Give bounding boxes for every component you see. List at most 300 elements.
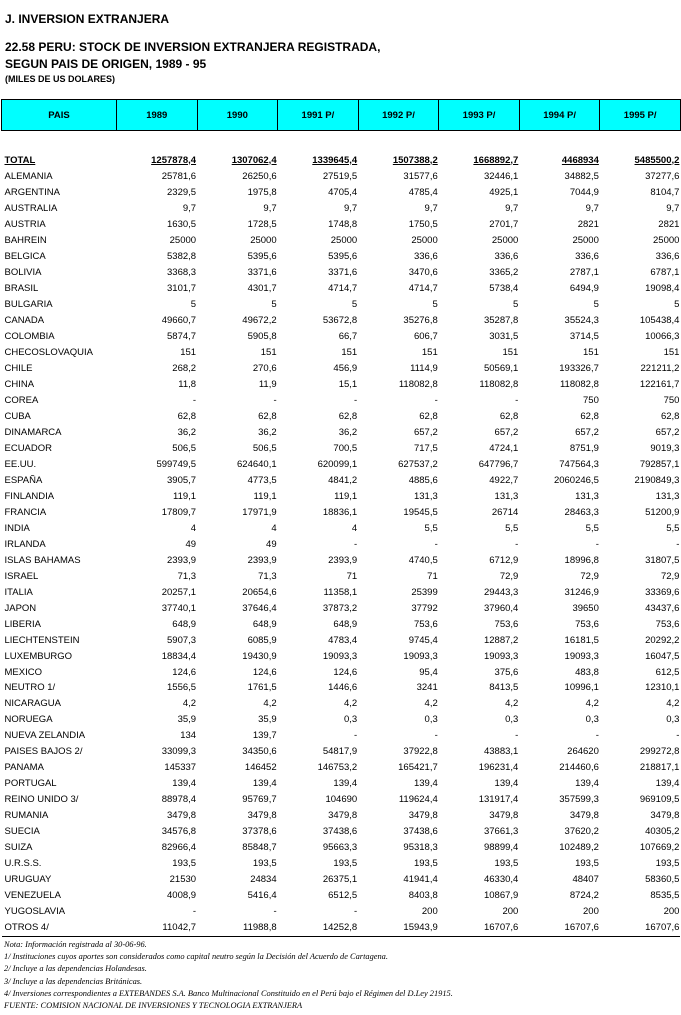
table-row — [2, 169, 681, 185]
value-cell: 9,7 — [343, 203, 358, 215]
value-cell: - — [434, 730, 438, 742]
value-cell: 26714 — [491, 506, 519, 518]
table-header-row — [2, 100, 681, 131]
value-cell: 35276,8 — [403, 315, 438, 327]
value-cell: 19430,9 — [242, 650, 277, 662]
table-row — [2, 840, 681, 856]
country-cell: EE.UU. — [4, 458, 37, 470]
spacer-cell — [439, 131, 520, 152]
value-cell: 193,5 — [333, 858, 358, 870]
value-cell: 4841,2 — [328, 474, 358, 486]
value-cell: - — [192, 906, 197, 918]
value-cell: 95663,3 — [322, 842, 358, 854]
table-row — [2, 440, 681, 456]
value-cell: 4008,9 — [167, 890, 197, 902]
value-cell: 0,3 — [585, 714, 599, 726]
value-cell: 4783,4 — [328, 634, 358, 646]
value-cell: 62,8 — [338, 411, 358, 423]
value-cell: 11988,8 — [197, 920, 278, 936]
table-row — [2, 409, 681, 425]
value-cell: 31246,9 — [564, 586, 599, 598]
value-cell: 19098,4 — [645, 283, 680, 295]
table-row — [2, 760, 681, 776]
value-cell: 9,7 — [424, 203, 438, 215]
country-cell: SUIZA — [4, 842, 33, 854]
value-cell: 2393,9 — [247, 554, 277, 566]
value-cell: 124,6 — [252, 666, 277, 678]
table-row — [2, 776, 681, 792]
country-cell: OTROS 4/ — [2, 920, 117, 936]
value-cell: 624640,1 — [237, 458, 277, 470]
spacer-cell — [117, 131, 198, 152]
value-cell: 151 — [180, 347, 197, 359]
value-cell: 4705,4 — [328, 187, 358, 199]
table-row — [2, 728, 681, 744]
value-cell: 50569,1 — [483, 363, 519, 375]
units-label: (MILES DE US DOLARES) — [5, 74, 116, 84]
value-cell: 1507388,2 — [392, 154, 438, 166]
country-cell: DINAMARCA — [4, 426, 62, 438]
value-cell: 6712,9 — [489, 554, 519, 566]
value-cell: 700,5 — [333, 442, 358, 454]
value-cell: 124,6 — [333, 666, 358, 678]
value-cell: 5905,8 — [247, 331, 277, 343]
value-cell: 5,5 — [505, 522, 519, 534]
value-cell: 124,6 — [172, 666, 197, 678]
value-cell: 2060246,5 — [553, 474, 599, 486]
value-cell: - — [273, 906, 277, 918]
value-cell: 969109,5 — [639, 794, 680, 806]
value-cell: 1668892,7 — [473, 154, 519, 166]
value-cell: 119,1 — [172, 490, 197, 502]
value-cell: 37740,1 — [161, 602, 197, 614]
country-cell: LIECHTENSTEIN — [4, 634, 80, 646]
value-cell: 5 — [432, 299, 438, 311]
value-cell: 62,8 — [258, 411, 277, 423]
value-cell: 8413,5 — [489, 682, 519, 694]
value-cell: 4922,7 — [489, 474, 519, 486]
value-cell: 37922,8 — [403, 746, 438, 758]
value-cell: 4,2 — [585, 698, 599, 710]
value-cell: 9,7 — [505, 203, 519, 215]
value-cell: 1748,8 — [328, 219, 358, 231]
value-cell: 193,5 — [413, 858, 438, 870]
value-cell: 32446,1 — [483, 171, 519, 183]
value-cell: - — [515, 730, 519, 742]
value-cell: 139,4 — [172, 778, 197, 790]
value-cell: 2821 — [658, 219, 680, 231]
value-cell: 1761,5 — [247, 682, 277, 694]
value-cell: 193,5 — [252, 858, 277, 870]
value-cell: 5,5 — [666, 522, 680, 534]
value-cell: 9,7 — [585, 203, 599, 215]
country-cell: FRANCIA — [4, 506, 47, 518]
value-cell: 29443,3 — [483, 586, 519, 598]
value-cell: 3479,8 — [650, 810, 680, 822]
footnote-line: FUENTE: COMISION NACIONAL DE INVERSIONES Y TECNOLOGIA EXTRANJERA — [4, 1001, 303, 1011]
value-cell: 4,2 — [263, 698, 277, 710]
value-cell: 10867,9 — [483, 890, 519, 902]
table-row — [2, 185, 681, 201]
country-cell: PAISES BAJOS 2/ — [4, 746, 83, 758]
value-cell: 0,3 — [666, 714, 680, 726]
value-cell: 98899,4 — [483, 842, 519, 854]
value-cell: 35,9 — [177, 714, 197, 726]
value-cell: 19545,5 — [403, 506, 438, 518]
country-cell: TOTAL — [4, 154, 36, 166]
value-cell: 4,2 — [505, 698, 519, 710]
value-cell: 5 — [351, 299, 358, 311]
value-cell: 146753,2 — [317, 762, 358, 774]
table-row — [2, 600, 681, 616]
value-cell: 11358,1 — [323, 586, 358, 598]
value-cell: 1750,5 — [408, 219, 438, 231]
value-cell: 62,8 — [660, 411, 680, 423]
country-cell: ALEMANIA — [4, 171, 53, 183]
value-cell: 375,6 — [494, 666, 519, 678]
country-cell: VENEZUELA — [4, 890, 61, 902]
value-cell: 49672,2 — [242, 315, 277, 327]
value-cell: 196231,4 — [478, 762, 519, 774]
value-cell: 51200,9 — [645, 506, 680, 518]
value-cell: 31577,6 — [403, 171, 438, 183]
value-cell: 5,5 — [424, 522, 438, 534]
value-cell: 264620 — [567, 746, 599, 758]
country-cell: JAPON — [4, 602, 37, 614]
table-row — [2, 313, 681, 329]
value-cell: 37277,6 — [645, 171, 680, 183]
value-cell: 119,1 — [334, 490, 358, 502]
value-cell: - — [676, 730, 680, 742]
value-cell: 8104,7 — [650, 187, 680, 199]
value-cell: 753,6 — [655, 618, 680, 630]
value-cell: 7044,9 — [569, 187, 599, 199]
value-cell: 5416,4 — [247, 890, 277, 902]
country-cell: CUBA — [4, 411, 31, 423]
value-cell: 2701,7 — [489, 219, 519, 231]
value-cell: 139,4 — [333, 778, 358, 790]
country-cell: BRASIL — [4, 283, 39, 295]
country-cell: BAHREIN — [4, 235, 47, 247]
footnote-line: Nota: Información registrada al 30-06-96. — [4, 940, 147, 949]
country-cell: ISLAS BAHAMAS — [4, 554, 81, 566]
country-cell: COREA — [4, 395, 39, 407]
spacer-cell — [2, 131, 117, 152]
value-cell: 122161,7 — [639, 379, 680, 391]
value-cell: 9745,4 — [408, 634, 438, 646]
table-row — [2, 377, 681, 393]
value-cell: 4,2 — [424, 698, 438, 710]
table-row — [2, 201, 681, 217]
value-cell: 648,9 — [172, 618, 197, 630]
value-cell: 599749,5 — [156, 458, 197, 470]
value-cell: 8403,8 — [408, 890, 438, 902]
value-cell: 200 — [421, 906, 438, 918]
value-cell: - — [595, 538, 599, 550]
value-cell: 3031,5 — [489, 331, 519, 343]
value-cell: 25000 — [250, 235, 277, 247]
value-cell: 18836,1 — [322, 506, 358, 518]
value-cell: 3479,8 — [489, 810, 519, 822]
value-cell: 37438,6 — [403, 826, 438, 838]
value-cell: 3371,6 — [247, 267, 277, 279]
value-cell: - — [354, 395, 358, 407]
value-cell: 2393,9 — [167, 554, 197, 566]
value-cell: 357599,3 — [559, 794, 599, 806]
country-cell: COLOMBIA — [4, 331, 55, 343]
value-cell: 717,5 — [413, 442, 438, 454]
value-cell: 16181,5 — [564, 634, 599, 646]
value-cell: 200 — [583, 906, 599, 918]
value-cell: 15,1 — [338, 379, 358, 391]
table-row — [2, 345, 681, 361]
value-cell: 620099,1 — [317, 458, 358, 470]
value-cell: 647796,7 — [478, 458, 519, 470]
value-cell: 37378,6 — [242, 826, 277, 838]
value-cell: 4,2 — [343, 698, 358, 710]
value-cell: 9,7 — [263, 203, 277, 215]
value-cell: 200 — [502, 906, 519, 918]
value-cell: 12887,2 — [483, 634, 519, 646]
value-cell: 0,3 — [343, 714, 358, 726]
value-cell: 9,7 — [182, 203, 197, 215]
value-cell: 139,4 — [494, 778, 519, 790]
section-heading: J. INVERSION EXTRANJERA — [5, 12, 170, 26]
value-cell: 131,3 — [494, 490, 519, 502]
value-cell: 648,9 — [333, 618, 358, 630]
value-cell: 37438,6 — [322, 826, 358, 838]
value-cell: 1446,6 — [328, 682, 358, 694]
value-cell: 8751,9 — [569, 442, 599, 454]
value-cell: 1556,5 — [167, 682, 197, 694]
value-cell: 26375,1 — [322, 874, 358, 886]
value-cell: 43437,6 — [645, 602, 680, 614]
value-cell: 95318,3 — [403, 842, 438, 854]
value-cell: 4,2 — [182, 698, 197, 710]
value-cell: 270,6 — [252, 363, 277, 375]
country-cell: PORTUGAL — [4, 778, 57, 790]
value-cell: 5 — [513, 299, 519, 311]
value-cell: 1630,5 — [167, 219, 197, 231]
value-cell: 750 — [663, 395, 680, 407]
value-cell: 62,8 — [177, 411, 197, 423]
value-cell: 5,5 — [585, 522, 599, 534]
value-cell: 34350,6 — [242, 746, 277, 758]
value-cell: 1257878,4 — [151, 154, 197, 166]
value-cell: 37792 — [411, 602, 438, 614]
value-cell: 151 — [583, 347, 599, 359]
value-cell: 16047,5 — [645, 650, 680, 662]
value-cell: 3714,5 — [569, 331, 599, 343]
value-cell: 4785,4 — [408, 187, 438, 199]
table-row — [2, 329, 681, 345]
value-cell: 131917,4 — [478, 794, 519, 806]
value-cell: 28463,3 — [564, 506, 599, 518]
value-cell: 95,4 — [419, 666, 438, 678]
value-cell: 483,8 — [575, 666, 599, 678]
value-cell: 62,8 — [419, 411, 438, 423]
table-row — [2, 904, 681, 920]
value-cell: 5 — [190, 299, 197, 311]
value-cell: - — [354, 538, 358, 550]
country-cell: ISRAEL — [4, 570, 39, 582]
value-cell: 43883,1 — [483, 746, 519, 758]
value-cell: 25399 — [411, 586, 438, 598]
value-cell: 5395,6 — [328, 251, 358, 263]
value-cell: 3368,3 — [167, 267, 197, 279]
table-title-line-2: SEGUN PAIS DE ORIGEN, 1989 - 95 — [5, 57, 207, 71]
table-row — [2, 920, 681, 936]
value-cell: 62,8 — [580, 411, 599, 423]
value-cell: 4925,1 — [489, 187, 519, 199]
value-cell: 11,8 — [178, 379, 197, 391]
country-cell: YUGOSLAVIA — [4, 906, 66, 918]
value-cell: 25000 — [572, 235, 599, 247]
value-cell: 119,1 — [253, 490, 277, 502]
value-cell: 139,4 — [655, 778, 680, 790]
value-cell: 139,4 — [575, 778, 599, 790]
country-cell: URUGUAY — [4, 874, 52, 886]
value-cell: 3479,8 — [167, 810, 197, 822]
table-row — [2, 664, 681, 680]
value-cell: 46330,4 — [483, 874, 519, 886]
value-cell: 16707,6 — [439, 920, 520, 936]
value-cell: 1114,9 — [410, 363, 438, 375]
country-cell: ESPAÑA — [4, 474, 43, 486]
value-cell: 0,3 — [424, 714, 438, 726]
value-cell: 118082,8 — [398, 379, 438, 391]
value-cell: 4 — [271, 522, 277, 534]
country-cell: PANAMA — [4, 762, 44, 774]
spacer-cell — [358, 131, 439, 152]
value-cell: 268,2 — [172, 363, 197, 375]
value-cell: 105438,4 — [639, 315, 680, 327]
value-cell: 4740,5 — [408, 554, 438, 566]
table-row — [2, 281, 681, 297]
footnote-line: 1/ Instituciones cuyos aportes son considerados como capital neutro según la Decisión del Acuerdo de Cartagena. — [4, 952, 388, 962]
column-header-year: 1992 P/ — [358, 100, 439, 131]
value-cell: 37960,4 — [483, 602, 519, 614]
value-cell: 21530 — [169, 874, 197, 886]
value-cell: - — [354, 906, 358, 918]
value-cell: 131,3 — [575, 490, 599, 502]
value-cell: 3371,6 — [328, 267, 358, 279]
value-cell: 3241 — [416, 682, 438, 694]
value-cell: 88978,4 — [161, 794, 197, 806]
country-cell: INDIA — [4, 522, 30, 534]
value-cell: 612,5 — [655, 666, 680, 678]
value-cell: 5382,8 — [167, 251, 197, 263]
value-cell: 606,7 — [413, 331, 438, 343]
value-cell: 753,6 — [413, 618, 438, 630]
table-row — [2, 888, 681, 904]
value-cell: 336,6 — [655, 251, 680, 263]
table-row — [2, 217, 681, 233]
table-row — [2, 792, 681, 808]
table-title-line-1: 22.58 PERU: STOCK DE INVERSION EXTRANJERA REGISTRADA, — [5, 40, 381, 54]
country-cell: AUSTRALIA — [4, 203, 58, 215]
value-cell: 4 — [190, 522, 197, 534]
value-cell: 118082,8 — [479, 379, 519, 391]
value-cell: 49 — [266, 538, 277, 550]
value-cell: 3479,8 — [247, 810, 277, 822]
value-cell: 506,5 — [172, 442, 197, 454]
value-cell: 2393,9 — [328, 554, 358, 566]
value-cell: 750 — [583, 395, 599, 407]
value-cell: 25000 — [411, 235, 438, 247]
value-cell: 16707,6 — [600, 920, 681, 936]
table-body — [2, 131, 681, 937]
column-header-year: 1990 — [197, 100, 278, 131]
value-cell: 95769,7 — [242, 794, 277, 806]
value-cell: 193326,7 — [559, 363, 599, 375]
value-cell: 792857,1 — [639, 458, 680, 470]
value-cell: 18996,8 — [564, 554, 599, 566]
spacer-cell — [519, 131, 600, 152]
value-cell: 8535,5 — [650, 890, 680, 902]
value-cell: 5 — [593, 299, 599, 311]
value-cell: 49660,7 — [161, 315, 197, 327]
value-cell: 118082,8 — [559, 379, 599, 391]
value-cell: 131,3 — [413, 490, 438, 502]
value-cell: 648,9 — [252, 618, 277, 630]
value-cell: 36,2 — [258, 426, 277, 438]
value-cell: 131,3 — [655, 490, 680, 502]
value-cell: - — [273, 395, 277, 407]
table-row — [2, 552, 681, 568]
value-cell: 19093,3 — [322, 650, 358, 662]
country-cell: REINO UNIDO 3/ — [4, 794, 79, 806]
spacer-cell — [278, 131, 359, 152]
value-cell: 336,6 — [575, 251, 599, 263]
value-cell: 17809,7 — [161, 506, 197, 518]
table-row — [2, 872, 681, 888]
value-cell: 193,5 — [655, 858, 680, 870]
value-cell: 193,5 — [575, 858, 599, 870]
country-cell: FINLANDIA — [4, 490, 55, 502]
value-cell: 20654,6 — [242, 586, 277, 598]
value-cell: 25000 — [169, 235, 197, 247]
value-cell: - — [354, 730, 358, 742]
value-cell: 72,9 — [499, 570, 519, 582]
value-cell: 27519,5 — [322, 171, 358, 183]
table-row — [2, 824, 681, 840]
value-cell: 6494,9 — [569, 283, 599, 295]
value-cell: 165421,7 — [398, 762, 438, 774]
value-cell: 33369,6 — [645, 586, 680, 598]
value-cell: 16707,6 — [519, 920, 600, 936]
value-cell: 107669,2 — [639, 842, 680, 854]
value-cell: - — [676, 538, 680, 550]
value-cell: 119624,4 — [398, 794, 438, 806]
value-cell: 53672,8 — [322, 315, 358, 327]
value-cell: 85848,7 — [242, 842, 277, 854]
value-cell: 20257,1 — [161, 586, 197, 598]
value-cell: 456,9 — [333, 363, 358, 375]
value-cell: 4724,1 — [489, 442, 519, 454]
value-cell: 336,6 — [413, 251, 438, 263]
table-row — [2, 472, 681, 488]
value-cell: 1975,8 — [247, 187, 277, 199]
value-cell: 193,5 — [494, 858, 519, 870]
value-cell: 4,2 — [666, 698, 680, 710]
country-cell: LUXEMBURGO — [4, 650, 73, 662]
country-cell: NORUEGA — [4, 714, 53, 726]
country-cell: BULGARIA — [4, 299, 53, 311]
data-table — [1, 99, 681, 937]
value-cell: - — [434, 538, 438, 550]
value-cell: 3470,6 — [408, 267, 438, 279]
